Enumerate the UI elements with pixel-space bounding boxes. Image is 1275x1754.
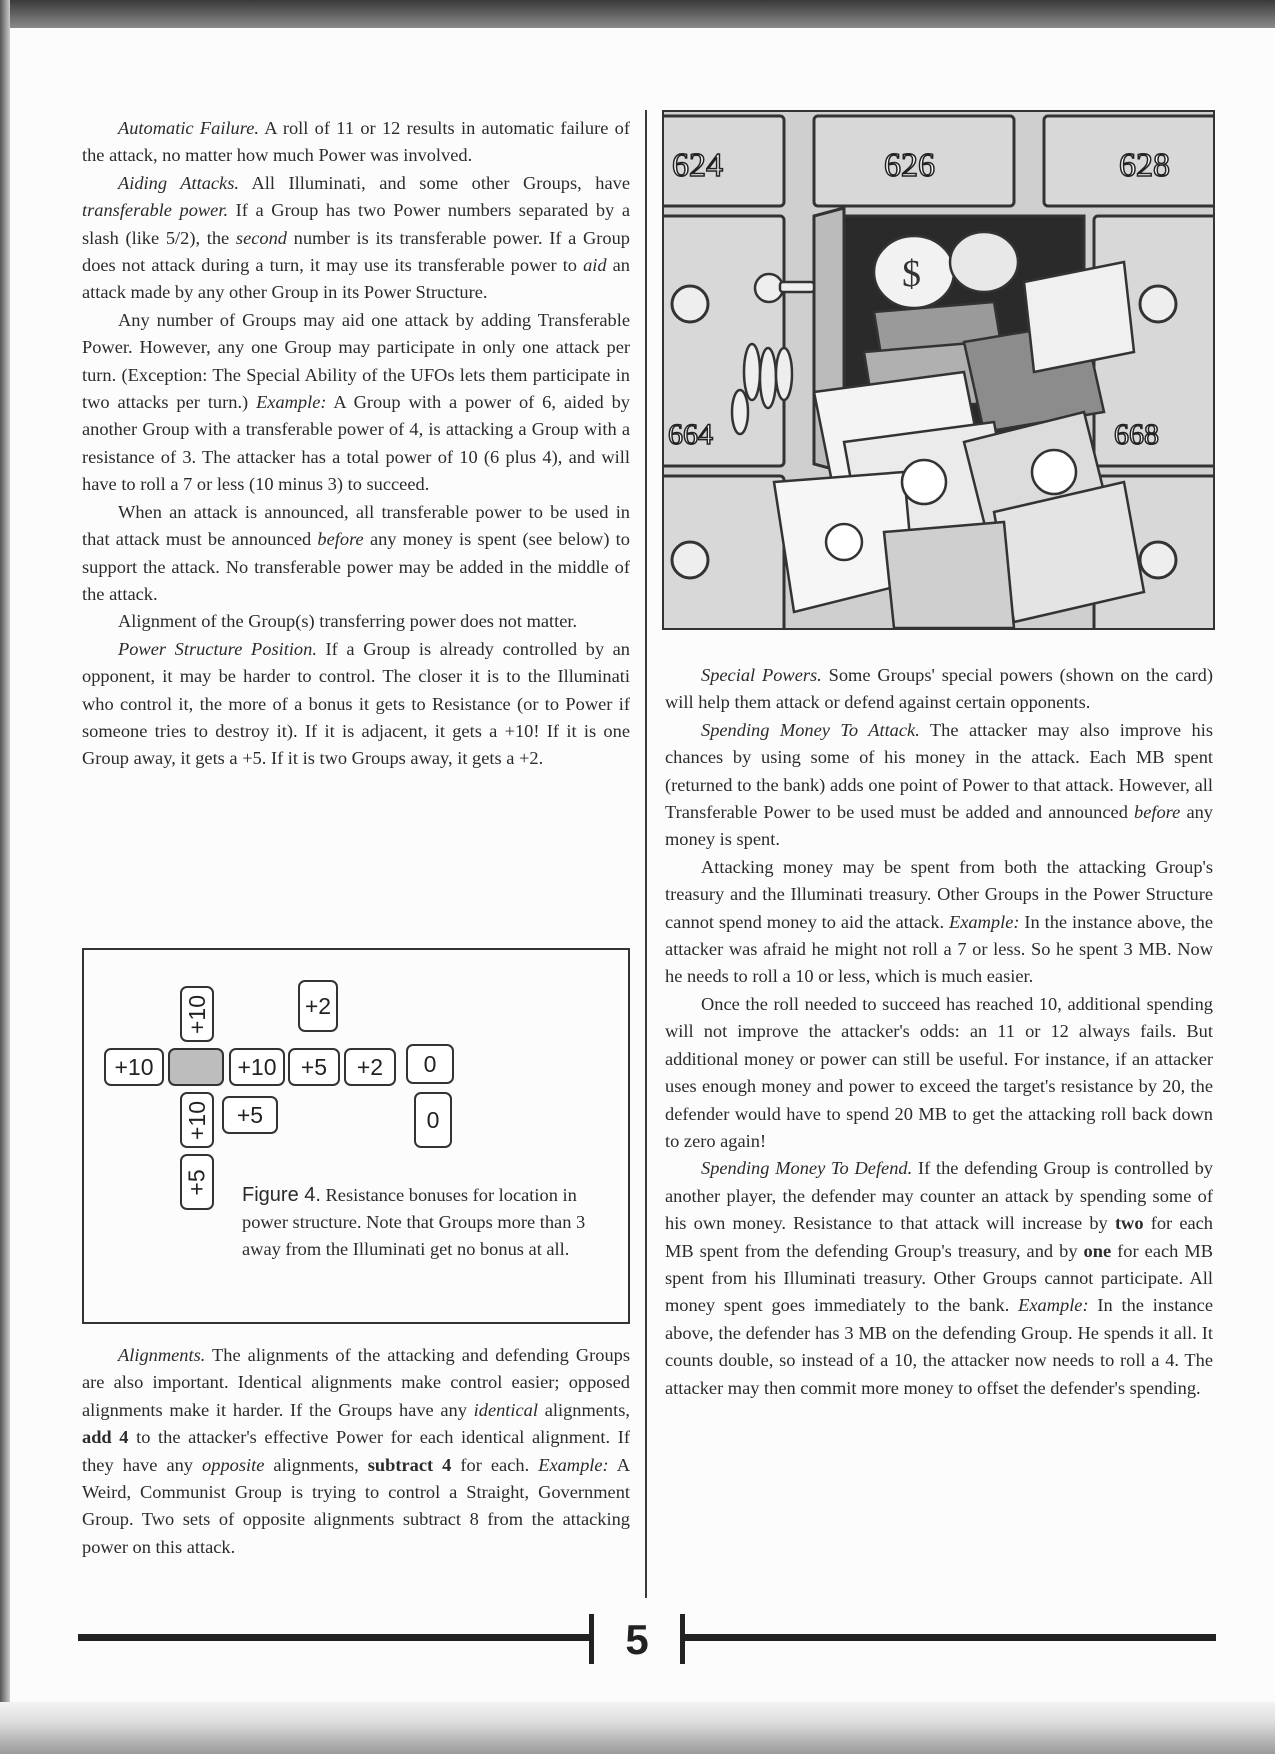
scan-edge-top [0,0,1275,28]
box-number: 626 [884,147,935,184]
bonus-cell: +2 [298,980,338,1032]
footer-rule-right [680,1634,1216,1641]
bonus-cell: +2 [344,1048,396,1086]
paragraph-aiding-attacks: Aiding Attacks. All Illuminati, and some other Groups, have transferable power. If a Group has two Power numbers separated by a slash (like 5/2), the second number is its transferable power. If a Group does not attack during a turn, it may use its transferable power to aid an attack made by any other Group in its Power Structure. [82,172,630,303]
paragraph-announce-transfer: When an attack is announced, all transferable power to be used in that attack must be announced before any money is spent (see below) to support the attack. No transferable power may be added in the middle of the attack. [82,501,630,604]
bonus-cell: +10 [229,1048,285,1086]
run-in-heading: Alignments. [118,1345,206,1365]
paragraph-power-structure-position: Power Structure Position. If a Group is already controlled by an opponent, it may be harder to control. The closer it is to the Illuminati who control it, the more of a bonus it gets to Resistance (or to Power if someone tries to destroy it). If it is adjacent, it gets a +10! If it is one Group away, it gets a +5. If it is two Groups away, it gets a +2. [82,638,631,769]
bonus-cell: +5 [180,1154,214,1210]
scan-edge-bottom [0,1702,1275,1754]
left-column-upper [82,115,630,773]
run-in-heading: Aiding Attacks. [118,172,239,193]
paragraph-spending-money-defend: Spending Money To Defend. If the defending Group is controlled by another player, the defender may counter an attack by spending some of his own money. Resistance to that attack will increase by two for each MB spent from the defending Group's treasury, and by one for each MB spent from his Illuminati treasury. Other Groups cannot participate. All money spent goes immediately to the bank. Example: In the instance above, the defender has 3 MB on the defending Group. He spends it all. It counts double, so instead of a 10, the attacker now needs to roll a 4. The attacker may then commit more money to offset the defender's spending. [665,1158,1214,1398]
run-in-heading: Special Powers. [701,665,822,685]
figure-caption: Figure 4. Resistance bonuses for location in power structure. Note that Groups more than 3 away from the Illuminati get no bonus at all. [242,1184,586,1259]
bonus-cell: 0 [414,1092,452,1148]
paragraph-alignment-transfer: Alignment of the Group(s) transferring power does not matter. [118,611,578,632]
box-number: 624 [672,147,723,184]
run-in-heading: Automatic Failure. [118,118,259,138]
paragraph-alignments: Alignments. The alignments of the attacking and defending Groups are also important. Identical alignments make control easier; opposed alignments make it harder. If the Groups have any identical alignments, add 4 to the attacker's effective Power for each identical alignment. If they have any opposite alignments, subtract 4 for each. Example: A Weird, Communist Group is trying to control a Straight, Government Group. Two sets of opposite alignments subtract 8 from the attacking power on this attack. [82,1345,630,1557]
paragraph-spending-money-attack: Spending Money To Attack. The attacker may also improve his chances by using some of his money in the attack. Each MB spent (returned to the bank) adds one point of Power to that attack. However, all Transferable Power to be used must be added and announced before any money is spent. [665,719,1213,850]
safe-deposit-drawing [664,112,1213,628]
bonus-cell: 0 [406,1044,454,1084]
paragraph-roll-limit: Once the roll needed to succeed has reached 10, additional spending will not improve the attacker's odds: an 11 or 12 always fails. But additional money or power can still be useful. For instance, if an attacker uses enough money and power to exceed the target's resistance by 20, the defender would have to spend 20 MB to get the attacking roll back down to zero again! [665,993,1213,1151]
bonus-cell: +10 [180,986,214,1042]
page-number: 5 [625,1616,649,1663]
footer-rule-left [78,1634,594,1641]
illuminati-cell [168,1048,224,1086]
paragraph-attacking-money: Attacking money may be spent from both the attacking Group's treasury and the Illuminati treasury. Other Groups in the Power Structure cannot spend money to aid the attack. Example: In the instance above, the attacker was afraid he might not roll a 7 or less. So he spent 3 MB. Now he needs to roll a 10 or less, which is much easier. [665,856,1213,987]
bonus-cell: +5 [222,1096,278,1134]
box-number: 664 [668,418,713,451]
box-number: 668 [1114,418,1159,451]
svg-text:$: $ [902,253,921,295]
bonus-cell: +10 [180,1092,214,1148]
run-in-heading: Power Structure Position. [118,638,317,659]
figure-label: Figure 4. [242,1184,321,1206]
run-in-heading: Spending Money To Defend. [701,1158,913,1179]
bonus-cell: +5 [288,1048,340,1086]
left-column-lower [82,1342,630,1561]
page-number-box [589,1614,685,1664]
paragraph-automatic-failure: Automatic Failure. A roll of 11 or 12 results in automatic failure of the attack, no matter how much Power was involved. [82,118,630,166]
safe-deposit-illustration [662,110,1215,630]
right-column [665,662,1213,1402]
paragraph-special-powers: Special Powers. Some Groups' special powers (shown on the card) will help them attack or defend against certain opponents. [665,665,1213,713]
paragraph-aid-example: Any number of Groups may aid one attack by adding Transferable Power. However, any one Group may participate in only one attack per turn. (Exception: The Special Ability of the UFOs lets them participate in two attacks per turn.) Example: A Group with a power of 6, aided by another Group with a transferable power of 4, is attacking a Group with a resistance of 3. The attacker has a total power of 10 (6 plus 4), and will have to roll a 7 or less (10 minus 3) to succeed. [82,309,630,495]
column-divider [645,110,647,1598]
bonus-cell: +10 [104,1048,164,1086]
box-number: 628 [1119,147,1170,184]
scan-edge-left [0,0,10,1754]
run-in-heading: Spending Money To Attack. [701,719,920,740]
figure-4 [82,948,630,1324]
